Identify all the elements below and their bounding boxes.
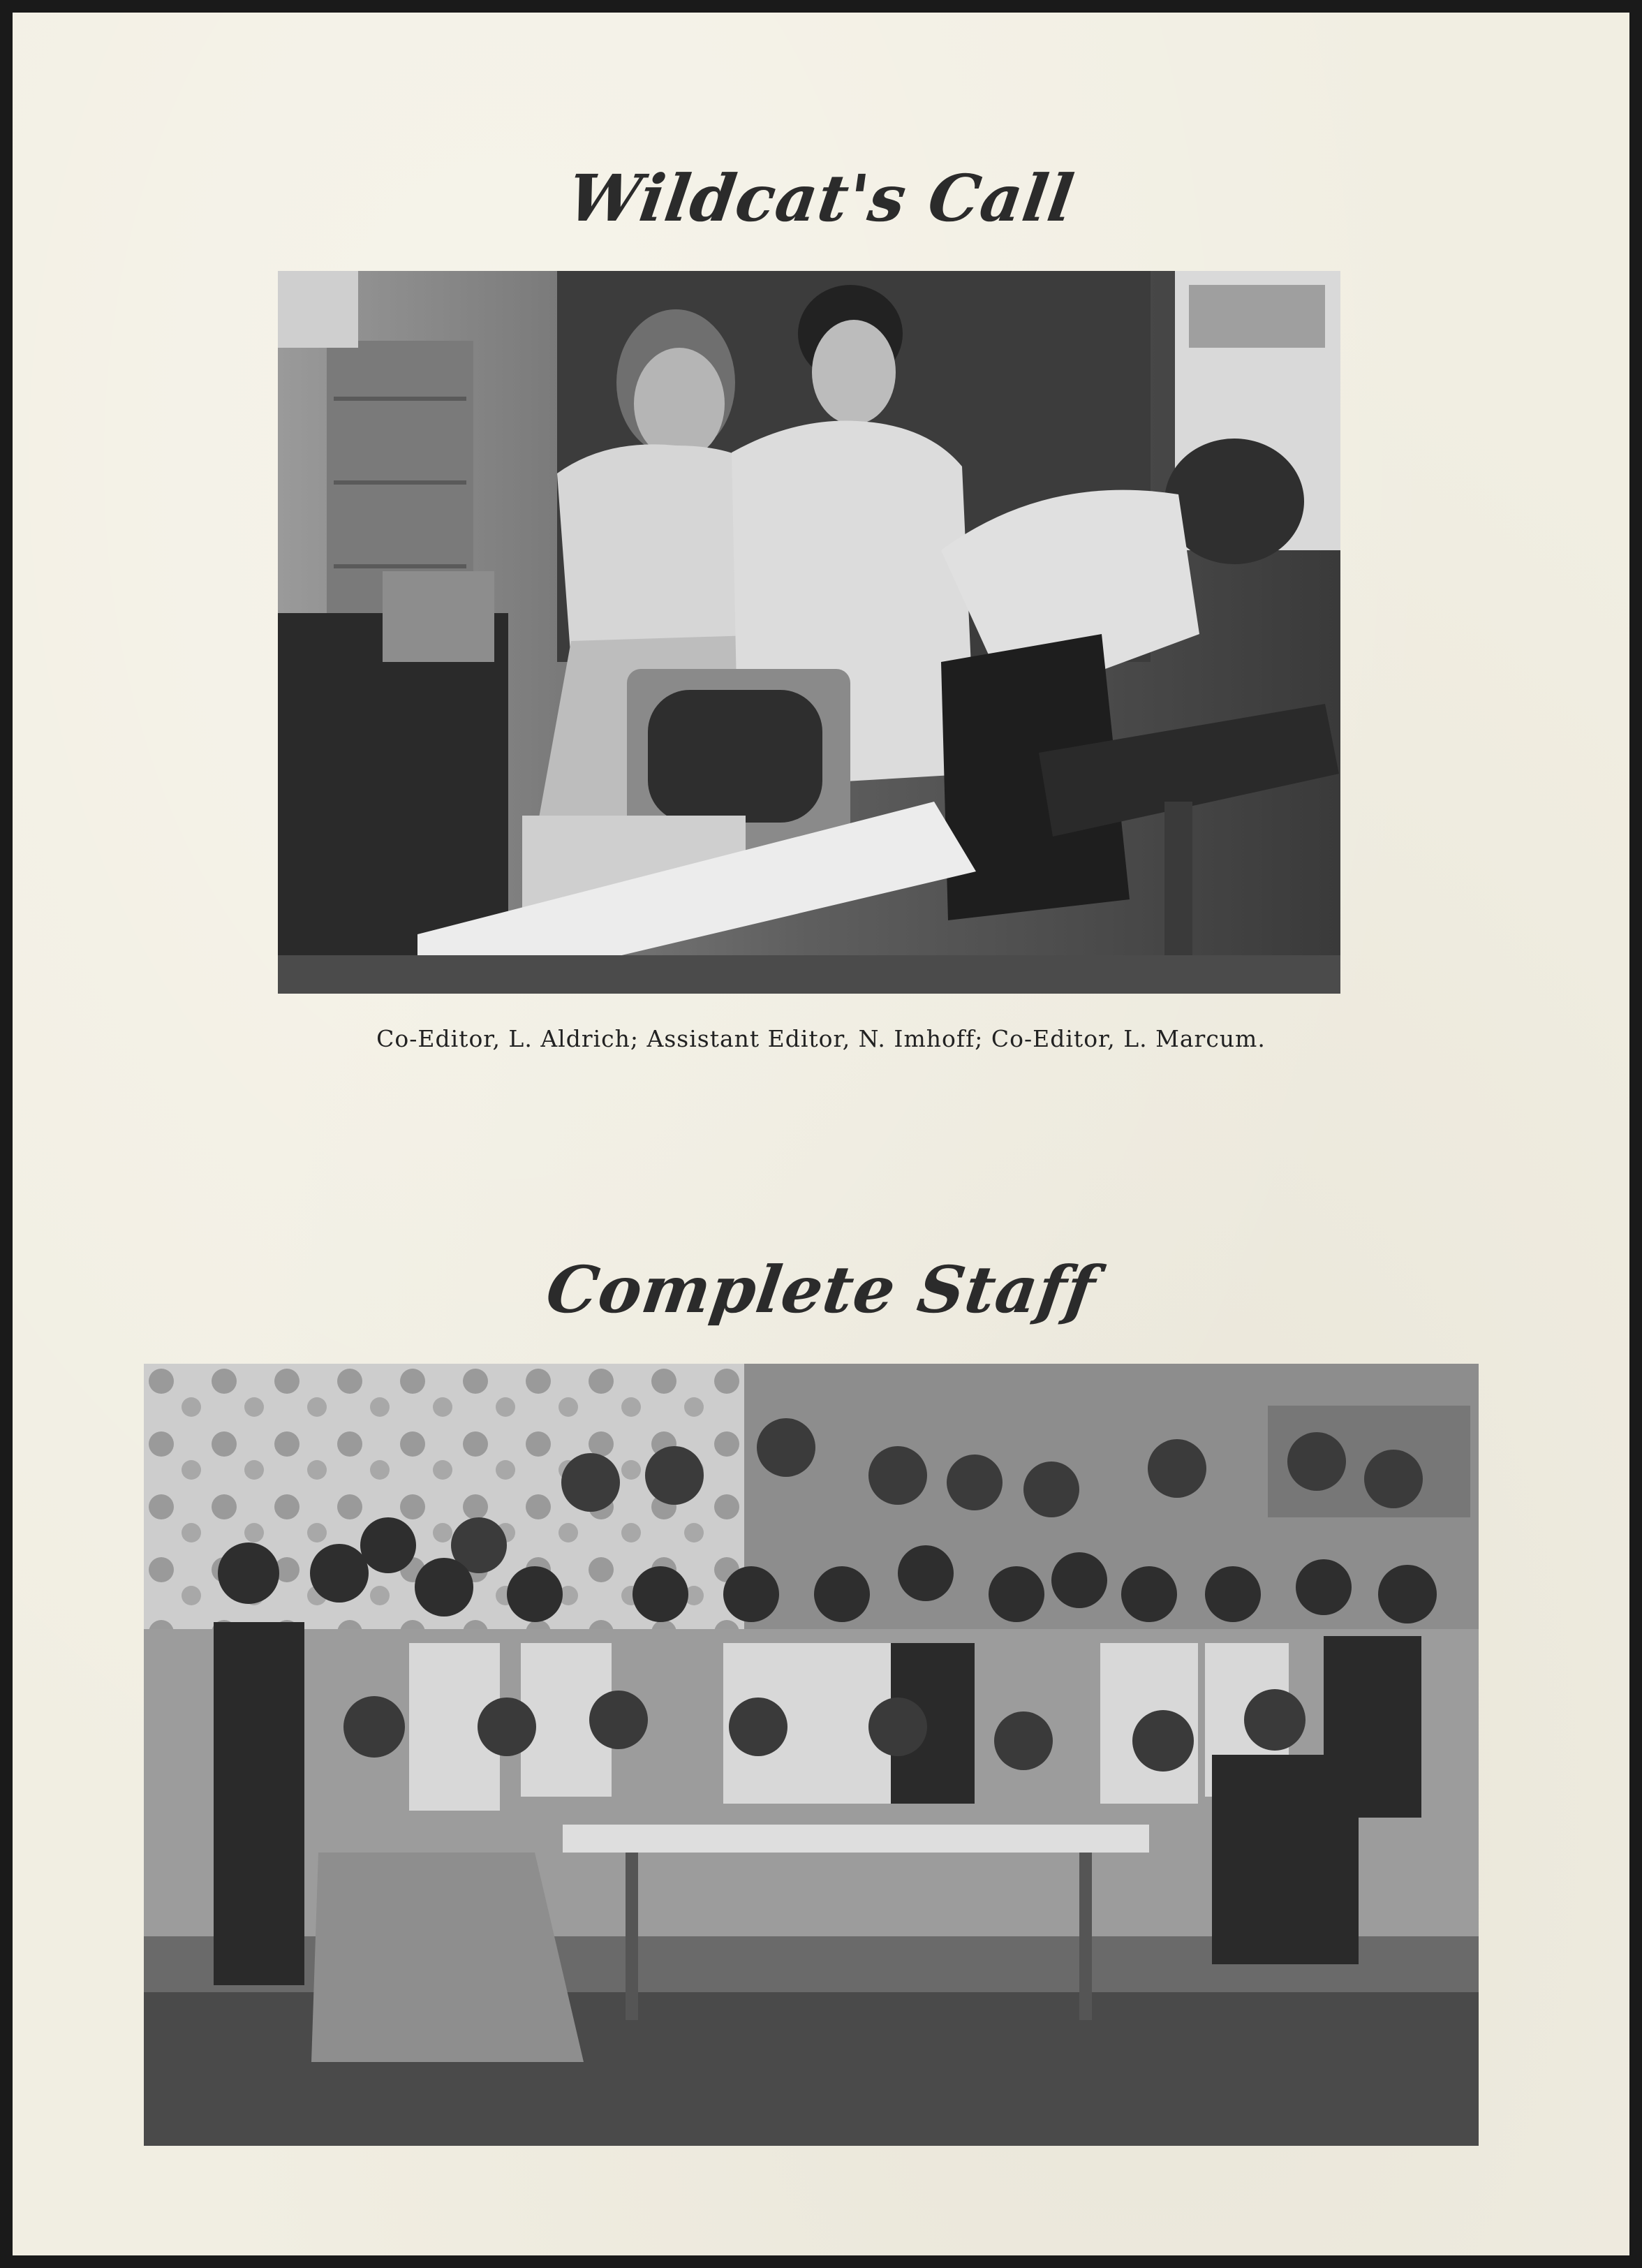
staff-photo-illustration — [144, 1364, 1479, 2146]
staff-group-photo — [144, 1364, 1479, 2146]
editors-photo-illustration — [278, 271, 1340, 994]
page-heading-wildcats-call: Wildcat's Call — [563, 161, 1079, 236]
yearbook-page — [13, 13, 1629, 2255]
editors-photo — [278, 271, 1340, 994]
editors-caption: Co-Editor, L. Aldrich; Assistant Editor, N. Imhoff; Co-Editor, L. Marcum. — [376, 1025, 1266, 1052]
page-heading-complete-staff: Complete Staff — [542, 1252, 1100, 1327]
